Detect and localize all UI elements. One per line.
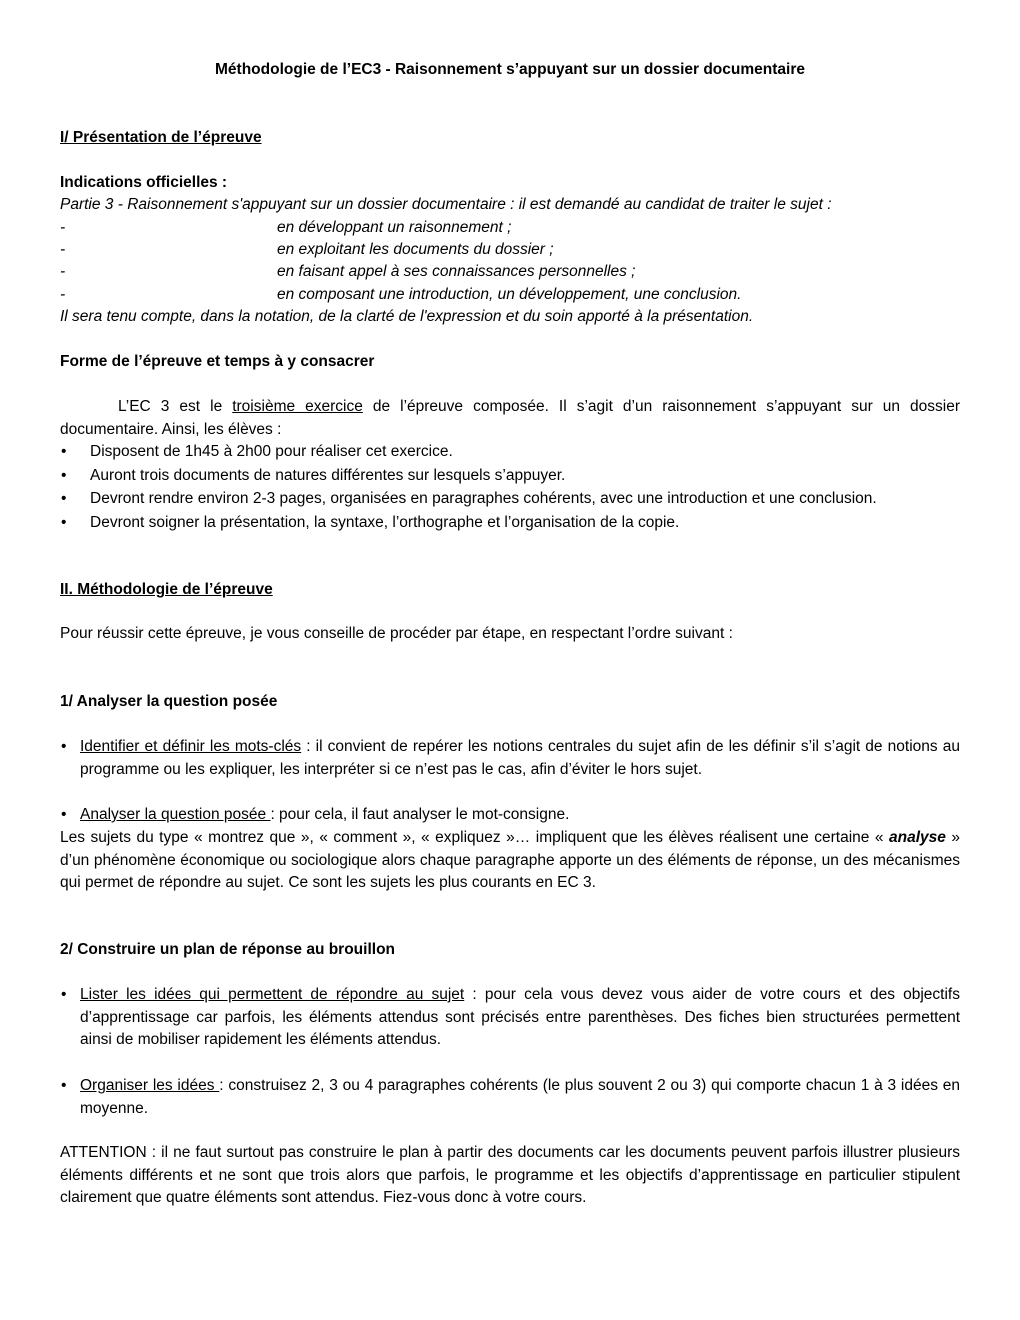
step-2-list-b	[60, 1075, 960, 1120]
student-requirements-list	[60, 441, 960, 534]
underlined-term: troisième exercice	[232, 398, 363, 415]
section-1-heading: I/ Présentation de l’épreuve	[60, 129, 262, 146]
official-indications-heading: Indications officielles :	[60, 174, 228, 191]
step-2-list-a	[60, 984, 960, 1052]
step-2-heading: 2/ Construire un plan de réponse au brouillon	[60, 941, 396, 958]
form-paragraph: L’EC 3 est le troisième exercice de l’épreuve composée. Il s’agit d’un raisonnement s’appuyant sur un dossier documentaire. Ainsi, les élèves :	[60, 398, 960, 438]
dash-marker: -	[60, 286, 66, 303]
list-item: • Disposent de 1h45 à 2h00 pour réaliser cet exercice.	[60, 441, 960, 464]
official-indications-intro: Partie 3 - Raisonnement s'appuyant sur un dossier documentaire : il est demandé au candidat de traiter le sujet :	[60, 196, 832, 213]
list-item: • Auront trois documents de natures différentes sur lesquels s’appuyer.	[60, 465, 960, 488]
step-1-heading: 1/ Analyser la question posée	[60, 693, 278, 710]
step-1-list-b	[60, 804, 960, 827]
step-1-list-a	[60, 736, 960, 781]
section-2-heading: II. Méthodologie de l’épreuve	[60, 581, 273, 598]
dash-marker: -	[60, 241, 66, 258]
list-item: • Lister les idées qui permettent de répondre au sujet : pour cela vous devez vous aider de votre cours et des objectifs d’apprentissage car parfois, les éléments attendus sont précisés entre parenthèses. Des fiches bien structurées permettent ainsi de mobiliser rapidement les éléments attendus.	[60, 984, 960, 1052]
underlined-term: Identifier et définir les mots-clés	[80, 738, 302, 755]
underlined-term: Organiser les idées	[80, 1077, 220, 1094]
list-item: • Analyser la question posée : pour cela, il faut analyser le mot-consigne.	[60, 804, 960, 827]
list-item: • Devront soigner la présentation, la syntaxe, l’orthographe et l’organisation de la copie.	[60, 512, 960, 535]
dash-marker: -	[60, 263, 66, 280]
indications-note: Il sera tenu compte, dans la notation, de la clarté de l'expression et du soin apporté à la présentation.	[60, 308, 754, 325]
indication-item-text: en développant un raisonnement ;	[277, 219, 512, 236]
indication-item-text: en exploitant les documents du dossier ;	[277, 241, 554, 258]
document-title: Méthodologie de l’EC3 - Raisonnement s’appuyant sur un dossier documentaire	[215, 61, 805, 78]
section-2-intro: Pour réussir cette épreuve, je vous conseille de procéder par étape, en respectant l’ordre suivant :	[60, 625, 733, 642]
emphasis-term: analyse	[888, 829, 946, 846]
form-heading: Forme de l’épreuve et temps à y consacrer	[60, 353, 375, 370]
list-item: • Devront rendre environ 2-3 pages, organisées en paragraphes cohérents, avec une introduction et une conclusion.	[60, 488, 960, 511]
dash-marker: -	[60, 219, 66, 236]
indication-item-text: en composant une introduction, un développement, une conclusion.	[277, 286, 742, 303]
underlined-term: Lister les idées qui permettent de répondre au sujet	[80, 986, 465, 1003]
list-item: • Organiser les idées : construisez 2, 3 ou 4 paragraphes cohérents (le plus souvent 2 ou 3) qui comporte chacun 1 à 3 idées en moyenne.	[60, 1075, 960, 1120]
indication-item-text: en faisant appel à ses connaissances personnelles ;	[277, 263, 636, 280]
attention-paragraph: ATTENTION : il ne faut surtout pas construire le plan à partir des documents car les documents peuvent parfois illustrer plusieurs éléments différents et ne sont que trois alors que parfois, le programme et les objectifs d’apprentissage en particulier stipulent clairement que quatre éléments sont attendus. Fiez-vous donc à votre cours.	[60, 1144, 960, 1206]
step-1-paragraph: Les sujets du type « montrez que », « comment », « expliquez »… impliquent que les élèves réalisent une certaine « analyse » d’un phénomène économique ou sociologique alors chaque paragraphe apporte un des éléments de réponse, un des mécanismes qui permet de répondre au sujet. Ce sont les sujets les plus courants en EC 3.	[60, 829, 960, 891]
list-item: • Identifier et définir les mots-clés : il convient de repérer les notions centrales du sujet afin de les définir s’il s’agit de notions au programme ou les expliquer, les interpréter si ce n’est pas le cas, afin d’éviter le hors sujet.	[60, 736, 960, 781]
underlined-term: Analyser la question posée	[80, 806, 271, 823]
